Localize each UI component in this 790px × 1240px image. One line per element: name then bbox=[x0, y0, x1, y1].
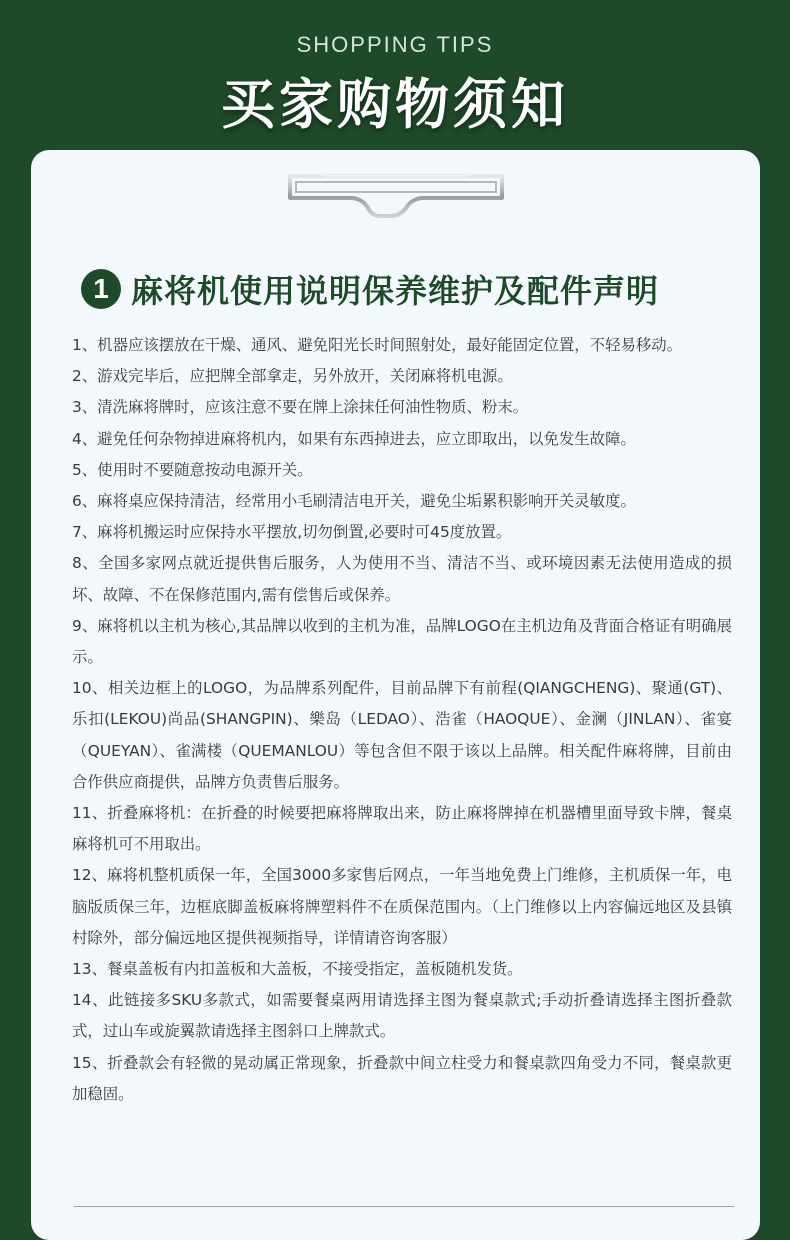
notice-list bbox=[72, 330, 732, 1110]
section-number-badge: 1 bbox=[81, 269, 121, 309]
list-item: 5、使用时不要随意按动电源开关。 bbox=[72, 460, 313, 479]
list-item: 10、相关边框上的LOGO，为品牌系列配件，目前品牌下有前程(QIANGCHENG)、聚通(GT)、乐扣(LEKOU)尚品(SHANGPIN)、樂岛（LEDAO）、浩雀（HAOQUE）、金澜（JINLAN）、雀宴（QUEYAN）、雀满楼（QUEMANLOU）等包含但不限于该以上品牌。相关配件麻将牌，目前由合作供应商提供，品牌方负责售后服务。 bbox=[72, 679, 732, 791]
list-item: 8、全国多家网点就近提供售后服务，人为使用不当、清洁不当、或环境因素无法使用造成的损坏、故障、不在保修范围内,需有偿售后或保养。 bbox=[72, 554, 732, 604]
list-item: 3、清洗麻将牌时，应该注意不要在牌上涂抹任何油性物质、粉末。 bbox=[72, 398, 529, 417]
list-item: 11、折叠麻将机：在折叠的时候要把麻将牌取出来，防止麻将牌掉在机器槽里面导致卡牌，餐桌麻将机可不用取出。 bbox=[72, 804, 732, 854]
header-subtitle: SHOPPING TIPS bbox=[296, 32, 494, 57]
list-item: 4、避免任何杂物掉进麻将机内，如果有东西掉进去，应立即取出，以免发生故障。 bbox=[72, 429, 636, 448]
list-item: 1、机器应该摆放在干燥、通风、避免阳光长时间照射处，最好能固定位置，不轻易移动。 bbox=[72, 336, 683, 354]
notice-card bbox=[31, 150, 760, 1240]
list-item: 15、折叠款会有轻微的晃动属正常现象，折叠款中间立柱受力和餐桌款四角受力不同，餐桌款更加稳固。 bbox=[72, 1053, 732, 1103]
list-item: 14、此链接多SKU多款式，如需要餐桌两用请选择主图为餐桌款式;手动折叠请选择主图折叠款式，过山车或旋翼款请选择主图斜口上牌款式。 bbox=[72, 991, 732, 1041]
list-item: 9、麻将机以主机为核心,其品牌以收到的主机为准，品牌LOGO在主机边角及背面合格证有明确展示。 bbox=[72, 616, 732, 667]
list-item: 12、麻将机整机质保一年，全国3000多家售后网点，一年当地免费上门维修，主机质保一年，电脑版质保三年，边框底脚盖板麻将牌塑料件不在质保范围内。（上门维修以上内容偏远地区及县镇村除外，部分偏远地区提供视频指导，详情请咨询客服） bbox=[72, 866, 732, 947]
paper-clip-icon bbox=[284, 168, 508, 220]
list-item: 2、游戏完毕后，应把牌全部拿走，另外放开，关闭麻将机电源。 bbox=[72, 367, 513, 386]
header bbox=[0, 0, 790, 150]
list-item: 13、餐桌盖板有内扣盖板和大盖板，不接受指定，盖板随机发货。 bbox=[72, 960, 523, 979]
list-item: 7、麻将机搬运时应保持水平摆放,切勿倒置,必要时可45度放置。 bbox=[72, 523, 512, 542]
divider bbox=[74, 1206, 734, 1207]
list-item: 6、麻将桌应保持清洁，经常用小毛刷清洁电开关，避免尘垢累积影响开关灵敏度。 bbox=[72, 492, 636, 511]
section-title: 麻将机使用说明保养维护及配件声明 bbox=[131, 272, 660, 310]
section-heading bbox=[81, 267, 659, 311]
page-title: 买家购物须知 bbox=[221, 73, 569, 136]
